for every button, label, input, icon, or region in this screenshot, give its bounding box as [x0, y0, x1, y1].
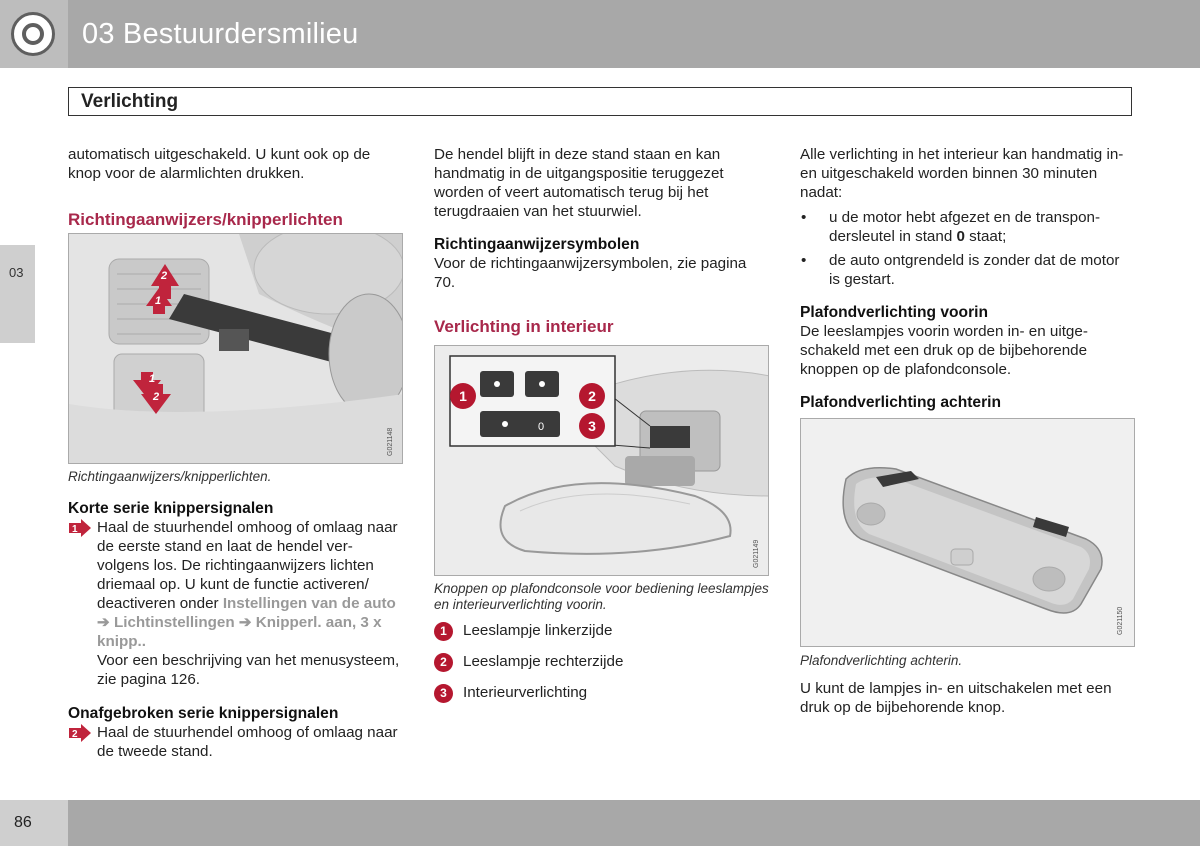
number-badge: 2 [434, 653, 453, 672]
symbols-heading: Richtingaanwijzersymbolen [434, 236, 640, 253]
legend-label: Interieurverlichting [463, 684, 588, 701]
menu-path: Instellingen van de auto ➔ Lichtinstellingen ➔ Knipperl. aan, 3 x knipp.. [97, 595, 396, 650]
bullet-2: • de auto ontgrendeld is zonder dat de motor is gestart. [800, 251, 1134, 289]
step-2-text: Haal de stuurhendel omhoog of omlaag naar de tweede stand. [97, 724, 398, 760]
steering-wheel-icon [11, 12, 55, 56]
svg-text:3: 3 [588, 418, 596, 434]
number-badge: 1 [434, 622, 453, 641]
column-2 [434, 145, 769, 338]
rear-light-illustration [801, 419, 1135, 647]
section-title: Verlichting [81, 91, 179, 112]
svg-text:1: 1 [459, 388, 467, 404]
short-signal-heading: Korte serie knippersignalen [68, 500, 274, 517]
bullet-1: • u de motor hebt afgezet en de transpondersleutel in stand 0 staat; [800, 208, 1134, 246]
page-number: 86 [14, 814, 32, 831]
col2-intro: De hendel blijft in deze stand staan en kan handmatig in de uitgangspositie teruggezet worden of veert automatisch terug bij het terugdraaien van het stuurwiel. [434, 146, 724, 220]
step-arrow-icon-1 [68, 519, 92, 537]
front-light-text: De leeslampjes voorin worden in- en uitgeschakeld met een druk op de bijbehorende knoppen op de plafondconsole. [800, 323, 1088, 378]
step-1 [68, 518, 400, 689]
turn-signal-figure [68, 233, 403, 464]
front-light-heading: Plafondverlichting voorin [800, 304, 989, 321]
column-3 [800, 145, 1134, 412]
column-3-lower [800, 653, 1134, 717]
col3-outro: U kunt de lampjes in- en uitschakelen met een druk op de bijbehorende knop. [800, 680, 1112, 716]
col1-heading: Richtingaanwijzers/knipperlichten [68, 210, 343, 229]
svg-text:1: 1 [149, 373, 156, 385]
figure-code: G021149 [753, 539, 760, 568]
figure-code: G021148 [387, 427, 394, 456]
footer-bar [68, 800, 1200, 846]
legend-item [434, 621, 769, 652]
console-legend [434, 621, 769, 714]
legend-item [434, 683, 769, 714]
rear-light-heading: Plafondverlichting achterin [800, 394, 1002, 411]
figure-code: G021150 [1117, 606, 1124, 635]
chapter-tab [0, 245, 35, 343]
svg-text:2: 2 [72, 729, 78, 740]
turn-signal-illustration [69, 234, 403, 464]
section-header [68, 87, 1132, 116]
chapter-title: 03 Bestuurdersmilieu [82, 18, 359, 50]
chapter-tab-label: 03 [9, 265, 24, 280]
column-1 [68, 145, 400, 231]
svg-text:0: 0 [538, 421, 545, 433]
rear-light-figure [800, 418, 1135, 647]
svg-text:2: 2 [153, 391, 160, 403]
svg-text:1: 1 [155, 295, 162, 307]
legend-item [434, 652, 769, 683]
column-1-lower [68, 469, 400, 761]
continuous-signal-heading: Onafgebroken serie knippersignalen [68, 705, 339, 722]
column-2-lower [434, 581, 769, 714]
step-2 [68, 723, 400, 761]
col3-intro: Alle verlichting in het interieur kan handmatig in- en uitgeschakeld worden binnen 30 minuten nadat: [800, 146, 1124, 201]
interior-heading: Verlichting in interieur [434, 317, 614, 336]
col1-intro: automatisch uitgeschakeld. U kunt ook op de knop voor de alarmlichten drukken. [68, 146, 371, 182]
svg-text:2: 2 [588, 388, 596, 404]
step-arrow-icon-2 [68, 724, 92, 742]
svg-text:2: 2 [161, 270, 168, 282]
rear-light-caption: Plafondverlichting achterin. [800, 653, 963, 668]
legend-label: Leeslampje linkerzijde [463, 622, 613, 639]
console-figure [434, 345, 769, 576]
console-illustration [435, 346, 769, 576]
step-1-note: Voor een beschrijving van het menusysteem, zie pagina 126. [97, 652, 400, 688]
step-1-text: Haal de stuurhendel omhoog of omlaag naar de eerste stand en laat de hendel vervolgens los. De richtingaanwijzers lichten driemaal op. U kunt de functie activeren/ deactiveren onder [97, 519, 398, 612]
symbols-text: Voor de richtingaanwijzersymbolen, zie pagina 70. [434, 255, 747, 291]
turn-signal-caption: Richtingaanwijzers/knipperlichten. [68, 469, 272, 484]
logo-box [0, 0, 68, 68]
footer-left [0, 800, 68, 846]
legend-label: Leeslampje rechterzijde [463, 653, 624, 670]
number-badge: 3 [434, 684, 453, 703]
svg-text:1: 1 [72, 524, 78, 535]
console-caption: Knoppen op plafondconsole voor bediening leeslampjes en interieurverlichting voorin. [434, 581, 769, 612]
